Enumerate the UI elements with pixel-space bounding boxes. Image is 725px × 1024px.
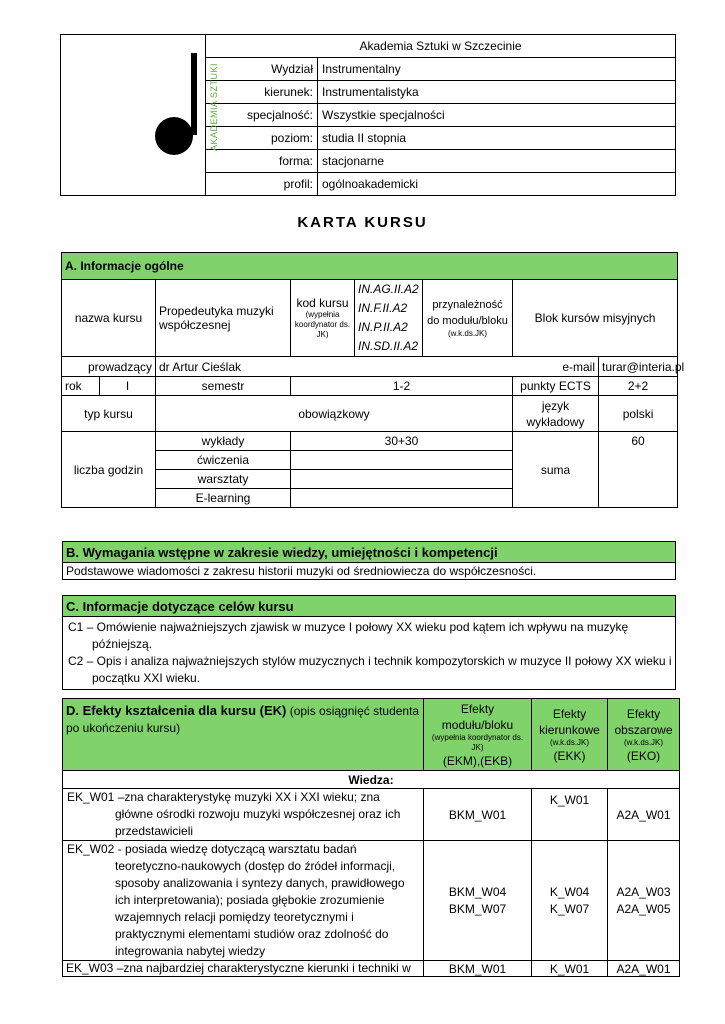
header-label-kierunek: kierunek: xyxy=(206,81,318,104)
header-value-kierunek: Instrumentalistyka xyxy=(318,81,676,104)
course-code-note: (wypełnia koordynator ds. JK) xyxy=(294,310,351,339)
language-value: polski xyxy=(599,396,678,432)
header-value-profil: ogólnoakademicki xyxy=(318,173,676,196)
col-module-effects xyxy=(424,699,532,771)
logo-stem xyxy=(191,53,197,135)
section-d-heading-note: (opis osiągnięć studenta po ukończeniu kursu) xyxy=(66,704,420,735)
col-field-note: (w.k.ds.JK) xyxy=(549,737,590,747)
ects-value: 2+2 xyxy=(599,377,678,396)
knowledge-subheading: Wiedza: xyxy=(63,771,680,789)
effect-row-field: K_W01 xyxy=(532,789,608,841)
page-title: KARTA KURSU xyxy=(297,214,428,231)
col-field-title: Efekty kierunkowe xyxy=(539,706,600,737)
effect-row-field: K_W01 xyxy=(532,961,608,977)
hours-row-value xyxy=(291,489,513,508)
course-name-label: nazwa kursu xyxy=(62,280,156,357)
col-module-title: Efekty modułu/bloku xyxy=(441,701,514,732)
header-value-forma: stacjonarne xyxy=(318,150,676,173)
teacher-name: dr Artur Cieślak xyxy=(156,357,513,377)
section-a-heading: A. Informacje ogólne xyxy=(62,253,678,280)
email-value: turar@interia.pl xyxy=(599,357,678,377)
header-label-profil: profil: xyxy=(206,173,318,196)
sum-label: suma xyxy=(513,432,599,508)
hours-row-label: wykłady xyxy=(156,432,291,451)
course-type-value: obowiązkowy xyxy=(156,396,513,432)
language-label: język wykładowy xyxy=(513,396,599,432)
effect-row-module: BKM_W01 xyxy=(424,789,532,841)
course-type-label: typ kursu xyxy=(62,396,156,432)
effect-row-text: EK_W01 –zna charakterystykę muzyki XX i XXI wieku; zna główne ośrodki rozwoju muzyki współczesnej oraz ich przedstawicieli xyxy=(63,789,424,841)
col-module-code: (EKM),(EKB) xyxy=(442,753,513,768)
year-value: I xyxy=(100,377,156,396)
logo-dot xyxy=(155,117,193,155)
logo-cell xyxy=(61,35,219,196)
hours-label: liczba godzin xyxy=(62,432,156,508)
section-d-heading: D. Efekty kształcenia dla kursu (EK) xyxy=(66,703,287,718)
header-table xyxy=(60,34,676,196)
institution-name: Akademia Sztuki w Szczecinie xyxy=(206,35,676,58)
goal-item-c2: C2 – Opis i analiza najważniejszych stylów muzycznych i technik kompozytorskich w muzyce II połowy XX wieku i początku XXI wieku. xyxy=(68,654,672,685)
section-b-text: Podstawowe wiadomości z zakresu historii muzyki od średniowiecza do współczesności. xyxy=(63,563,676,580)
course-code-1: IN.AG.II.A2 xyxy=(358,282,419,296)
teacher-label: prowadzący xyxy=(62,357,156,377)
hours-row-value xyxy=(291,470,513,489)
module-label: przynależność do modułu/bloku xyxy=(427,299,508,327)
section-a-table xyxy=(61,252,685,508)
course-code-2: IN.F.II.A2 xyxy=(358,301,408,315)
module-value: Blok kursów misyjnych xyxy=(513,280,678,357)
module-note: (w.k.ds.JK) xyxy=(447,329,488,338)
section-c-heading: C. Informacje dotyczące celów kursu xyxy=(63,596,676,617)
course-code-label: kod kursu xyxy=(296,296,349,310)
sum-value: 60 xyxy=(599,432,678,508)
course-code-3: IN.P.II.A2 xyxy=(358,320,408,334)
section-c-table xyxy=(62,595,676,690)
col-field-code: (EKK) xyxy=(553,748,586,763)
semester-value: 1-2 xyxy=(291,377,513,396)
effect-row-text: EK_W03 –zna najbardziej charakterystyczne kierunki i techniki w xyxy=(63,961,424,977)
header-value-specjalnosc: Wszystkie specjalności xyxy=(318,104,676,127)
section-c-items xyxy=(63,617,676,690)
effect-row-field: K_W04 K_W07 xyxy=(532,841,608,961)
col-area-code: (EKO) xyxy=(626,748,661,763)
col-module-note: (wypełnia koordynator ds. JK) xyxy=(431,732,524,752)
hours-row-label: E-learning xyxy=(156,489,291,508)
hours-row-value xyxy=(291,451,513,470)
course-code-4: IN.SD.II.A2 xyxy=(358,339,419,353)
header-label-forma: forma: xyxy=(206,150,318,173)
hours-row-label: warsztaty xyxy=(156,470,291,489)
col-field-effects xyxy=(532,699,608,771)
logo-text: AKADEMIA SZTUKI xyxy=(209,62,219,151)
effect-row-area: A2A_W01 xyxy=(608,789,680,841)
course-code-label-cell xyxy=(291,280,355,357)
section-d-heading-cell xyxy=(63,699,424,771)
hours-row-value: 30+30 xyxy=(291,432,513,451)
course-codes-cell xyxy=(355,280,423,357)
hours-row-label: ćwiczenia xyxy=(156,451,291,470)
header-label-specjalnosc: specjalność: xyxy=(206,104,318,127)
header-value-wydzial: Instrumentalny xyxy=(318,58,676,81)
col-area-effects xyxy=(608,699,680,771)
email-label: e-mail xyxy=(513,357,599,377)
semester-label: semestr xyxy=(156,377,291,396)
section-d-table xyxy=(62,698,680,977)
header-value-poziom: studia II stopnia xyxy=(318,127,676,150)
header-label-poziom: poziom: xyxy=(206,127,318,150)
effect-row-text: EK_W02 - posiada wiedzę dotyczącą warsztatu badań teoretyczno-naukowych (dostęp do źródeł informacji, sposoby analizowania i syntezy danych, prawidłowego ich interpretowania); posiada głębokie zrozumienie wzajemnych relacji pomiędzy teoretycznymi i praktycznymi elementami studiów oraz zdolność do integrowania nabytej wiedzy xyxy=(63,841,424,961)
section-b-table xyxy=(62,541,676,580)
header-label-wydzial: Wydział xyxy=(206,58,318,81)
module-label-cell xyxy=(423,280,513,357)
effect-row-module: BKM_W04 BKM_W07 xyxy=(424,841,532,961)
ects-label: punkty ECTS xyxy=(513,377,599,396)
section-b-heading: B. Wymagania wstępne w zakresie wiedzy, umiejętności i kompetencji xyxy=(63,542,676,563)
col-area-title: Efekty obszarowe xyxy=(614,706,673,737)
effect-row-area: A2A_W03 A2A_W05 xyxy=(608,841,680,961)
goal-item-c1: C1 – Omówienie najważniejszych zjawisk w muzyce I połowy XX wieku pod kątem ich wpływu na muzykę późniejszą. xyxy=(68,620,629,651)
year-label: rok xyxy=(62,377,100,396)
effect-row-module: BKM_W01 xyxy=(424,961,532,977)
effect-row-area: A2A_W01 xyxy=(608,961,680,977)
col-area-note: (w.k.ds.JK) xyxy=(623,737,664,747)
course-name: Propedeutyka muzyki współczesnej xyxy=(156,280,291,357)
